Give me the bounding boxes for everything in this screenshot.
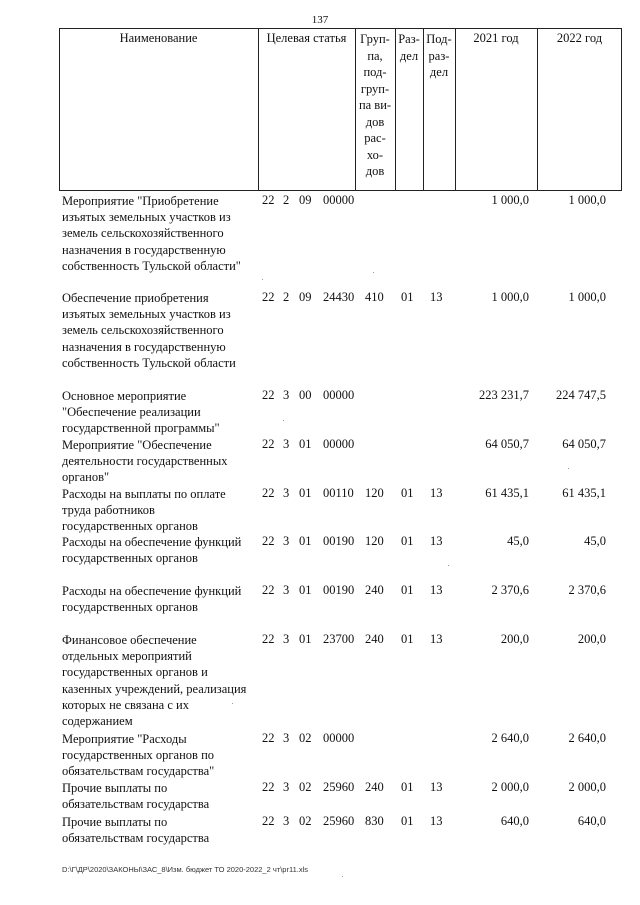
- cell-c1: 22: [262, 780, 275, 794]
- row-name: [62, 437, 256, 486]
- row-name-line: обязательствам государства: [62, 797, 210, 812]
- cell-c3: 02: [299, 814, 312, 828]
- header-podrazdel-line: Под-: [426, 32, 452, 46]
- cell-c3: 01: [299, 437, 312, 451]
- cell-c1: 22: [262, 437, 275, 451]
- cell-2022: 2 370,6: [568, 583, 606, 597]
- cell-c1: 22: [262, 632, 275, 646]
- row-name-line: Мероприятие "Приобретение: [62, 194, 219, 208]
- cell-c1: 22: [262, 814, 275, 828]
- cell-podrazdel: 13: [430, 534, 443, 548]
- row-name-line: изъятых земельных участков из: [62, 210, 231, 225]
- cell-c1: 22: [262, 731, 275, 745]
- row-name-line: обязательствам государства: [62, 831, 210, 846]
- column-divider: [455, 28, 456, 191]
- cell-c3: 09: [299, 290, 312, 304]
- scan-speck: [448, 565, 449, 566]
- cell-2021: 200,0: [500, 632, 529, 646]
- cell-2021: 640,0: [500, 814, 529, 828]
- row-name-line: труда работников: [62, 503, 155, 518]
- cell-c2: 3: [283, 632, 290, 646]
- cell-c4: 00000: [323, 731, 355, 745]
- row-name-line: содержанием: [62, 714, 133, 729]
- cell-2021: 2 640,0: [491, 731, 529, 745]
- row-name-line: Прочие выплаты по: [62, 815, 168, 829]
- cell-c2: 3: [283, 486, 290, 500]
- cell-c4: 00110: [323, 486, 354, 500]
- row-name-line: государственных органов: [62, 519, 198, 534]
- header-group-line: дов: [365, 114, 385, 129]
- cell-c1: 22: [262, 534, 275, 548]
- row-name: [62, 632, 256, 729]
- cell-razdel: 01: [401, 290, 414, 304]
- page-number: 137: [311, 14, 329, 26]
- cell-razdel: 01: [401, 583, 414, 597]
- cell-c4: 00000: [323, 437, 355, 451]
- row-name: [62, 534, 256, 566]
- cell-c1: 22: [262, 388, 275, 402]
- row-name-line: Расходы на выплаты по оплате: [62, 487, 226, 501]
- header-group-line: па ви-: [358, 98, 392, 112]
- cell-c3: 01: [299, 534, 312, 548]
- cell-c3: 09: [299, 193, 312, 207]
- cell-c2: 3: [283, 388, 290, 402]
- header-group-line: хо-: [366, 147, 384, 162]
- cell-2021: 64 050,7: [485, 437, 529, 451]
- scan-speck: [342, 876, 343, 877]
- cell-group: 120: [365, 534, 384, 548]
- header-group-line: Груп-: [360, 32, 390, 46]
- scan-speck: [373, 272, 374, 273]
- cell-2021: 1 000,0: [491, 193, 529, 207]
- cell-2021: 2 370,6: [491, 583, 529, 597]
- row-name-line: государственных органов и: [62, 665, 208, 680]
- row-name-line: Обеспечение приобретения: [62, 291, 209, 305]
- header-2022: 2022 год: [556, 31, 603, 45]
- row-name-line: государственной программы": [62, 421, 220, 436]
- cell-podrazdel: 13: [430, 780, 443, 794]
- cell-c3: 00: [299, 388, 312, 402]
- row-name: [62, 193, 256, 274]
- row-name-line: органов": [62, 470, 110, 485]
- cell-podrazdel: 13: [430, 632, 443, 646]
- scan-speck: [283, 420, 284, 421]
- cell-group: 240: [365, 583, 384, 597]
- cell-2021: 2 000,0: [491, 780, 529, 794]
- cell-2022: 200,0: [577, 632, 606, 646]
- cell-group: 410: [365, 290, 384, 304]
- header-razdel-line: Раз-: [398, 32, 420, 46]
- cell-podrazdel: 13: [430, 814, 443, 828]
- cell-c2: 3: [283, 780, 290, 794]
- cell-c2: 3: [283, 731, 290, 745]
- header-razdel: [395, 31, 423, 64]
- cell-c4: 00190: [323, 583, 355, 597]
- cell-c4: 25960: [323, 780, 355, 794]
- cell-c4: 24430: [323, 290, 355, 304]
- cell-c3: 02: [299, 780, 312, 794]
- row-name-line: государственных органов по: [62, 748, 215, 763]
- cell-group: 240: [365, 780, 384, 794]
- cell-2021: 1 000,0: [491, 290, 529, 304]
- header-group-line: дов: [365, 164, 385, 178]
- row-name: [62, 583, 256, 615]
- cell-c4: 00000: [323, 193, 355, 207]
- row-name-line: Мероприятие "Расходы: [62, 732, 187, 746]
- header-group-line: па,: [367, 48, 383, 63]
- row-name-line: государственных органов: [62, 600, 198, 615]
- row-name-line: назначения в государственную: [62, 339, 226, 354]
- cell-2022: 2 000,0: [568, 780, 606, 794]
- row-name-line: земель сельскохозяйственного: [62, 226, 224, 241]
- header-podrazdel-line: раз-: [428, 48, 450, 63]
- cell-2022: 1 000,0: [568, 193, 606, 207]
- row-name-line: Расходы на обеспечение функций: [62, 535, 242, 549]
- row-name-line: собственность Тульской области: [62, 355, 236, 370]
- cell-2022: 45,0: [584, 534, 606, 548]
- column-divider: [537, 28, 538, 191]
- row-name: [62, 731, 256, 780]
- cell-2022: 2 640,0: [568, 731, 606, 745]
- row-name-line: Прочие выплаты по: [62, 781, 168, 795]
- row-name-line: обязательствам государства": [62, 764, 215, 779]
- cell-c1: 22: [262, 193, 275, 207]
- row-name-line: деятельности государственных: [62, 454, 228, 469]
- row-name-line: казенных учреждений, реализация: [62, 681, 247, 696]
- cell-razdel: 01: [401, 780, 414, 794]
- row-name-line: Расходы на обеспечение функций: [62, 584, 242, 598]
- cell-c2: 3: [283, 583, 290, 597]
- cell-2021: 61 435,1: [485, 486, 529, 500]
- cell-razdel: 01: [401, 486, 414, 500]
- row-name-line: земель сельскохозяйственного: [62, 323, 224, 338]
- header-group-line: под-: [363, 65, 387, 79]
- header-group-line: груп-: [360, 81, 390, 96]
- header-razdel-line: дел: [399, 48, 419, 63]
- cell-2022: 640,0: [577, 814, 606, 828]
- row-name-line: Основное мероприятие: [62, 389, 187, 403]
- cell-c1: 22: [262, 583, 275, 597]
- cell-c4: 25960: [323, 814, 355, 828]
- cell-2022: 61 435,1: [562, 486, 606, 500]
- cell-c3: 01: [299, 632, 312, 646]
- cell-c4: 23700: [323, 632, 355, 646]
- cell-c2: 3: [283, 534, 290, 548]
- cell-c2: 2: [283, 193, 290, 207]
- cell-c2: 3: [283, 814, 290, 828]
- header-podrazdel: [423, 31, 455, 81]
- cell-2021: 45,0: [507, 534, 529, 548]
- cell-c2: 2: [283, 290, 290, 304]
- row-name: [62, 780, 256, 812]
- cell-2022: 1 000,0: [568, 290, 606, 304]
- row-name: [62, 388, 256, 437]
- cell-c4: 00190: [323, 534, 355, 548]
- cell-group: 240: [365, 632, 384, 646]
- row-name-line: государственных органов: [62, 551, 198, 566]
- scan-speck: [232, 703, 233, 704]
- cell-c1: 22: [262, 486, 275, 500]
- row-name: [62, 290, 256, 371]
- scan-speck: [262, 279, 263, 280]
- cell-2022: 64 050,7: [562, 437, 606, 451]
- header-podrazdel-line: дел: [429, 65, 449, 79]
- row-name: [62, 486, 256, 535]
- cell-podrazdel: 13: [430, 290, 443, 304]
- cell-2021: 223 231,7: [479, 388, 529, 402]
- header-name: Наименование: [119, 31, 198, 45]
- scan-speck: [568, 468, 569, 469]
- row-name-line: которых не связана с их: [62, 697, 189, 712]
- row-name-line: назначения в государственную: [62, 242, 226, 257]
- row-name-line: "Обеспечение реализации: [62, 405, 201, 420]
- row-name-line: изъятых земельных участков из: [62, 307, 231, 322]
- cell-group: 120: [365, 486, 384, 500]
- cell-c3: 01: [299, 583, 312, 597]
- cell-group: 830: [365, 814, 384, 828]
- cell-razdel: 01: [401, 632, 414, 646]
- header-2021: 2021 год: [473, 31, 519, 45]
- header-target: Целевая статья: [266, 31, 347, 45]
- cell-c2: 3: [283, 437, 290, 451]
- cell-c1: 22: [262, 290, 275, 304]
- row-name-line: Финансовое обеспечение: [62, 633, 197, 647]
- cell-2022: 224 747,5: [556, 388, 606, 402]
- cell-c3: 01: [299, 486, 312, 500]
- column-divider: [258, 28, 259, 191]
- header-group-line: рас-: [364, 131, 386, 145]
- cell-c4: 00000: [323, 388, 355, 402]
- cell-podrazdel: 13: [430, 583, 443, 597]
- cell-razdel: 01: [401, 534, 414, 548]
- cell-razdel: 01: [401, 814, 414, 828]
- header-group: [355, 31, 395, 180]
- cell-podrazdel: 13: [430, 486, 443, 500]
- footer-file-path: D:\Г\ДР\2020\ЗАКОНЫ\ЗАС_8\Изм. бюджет ТО 2020-2022_2 чт\pr11.xls: [62, 865, 308, 874]
- row-name-line: отдельных мероприятий: [62, 649, 192, 664]
- row-name-line: собственность Тульской области": [62, 258, 241, 273]
- row-name: [62, 814, 256, 846]
- cell-c3: 02: [299, 731, 312, 745]
- row-name-line: Мероприятие "Обеспечение: [62, 438, 212, 452]
